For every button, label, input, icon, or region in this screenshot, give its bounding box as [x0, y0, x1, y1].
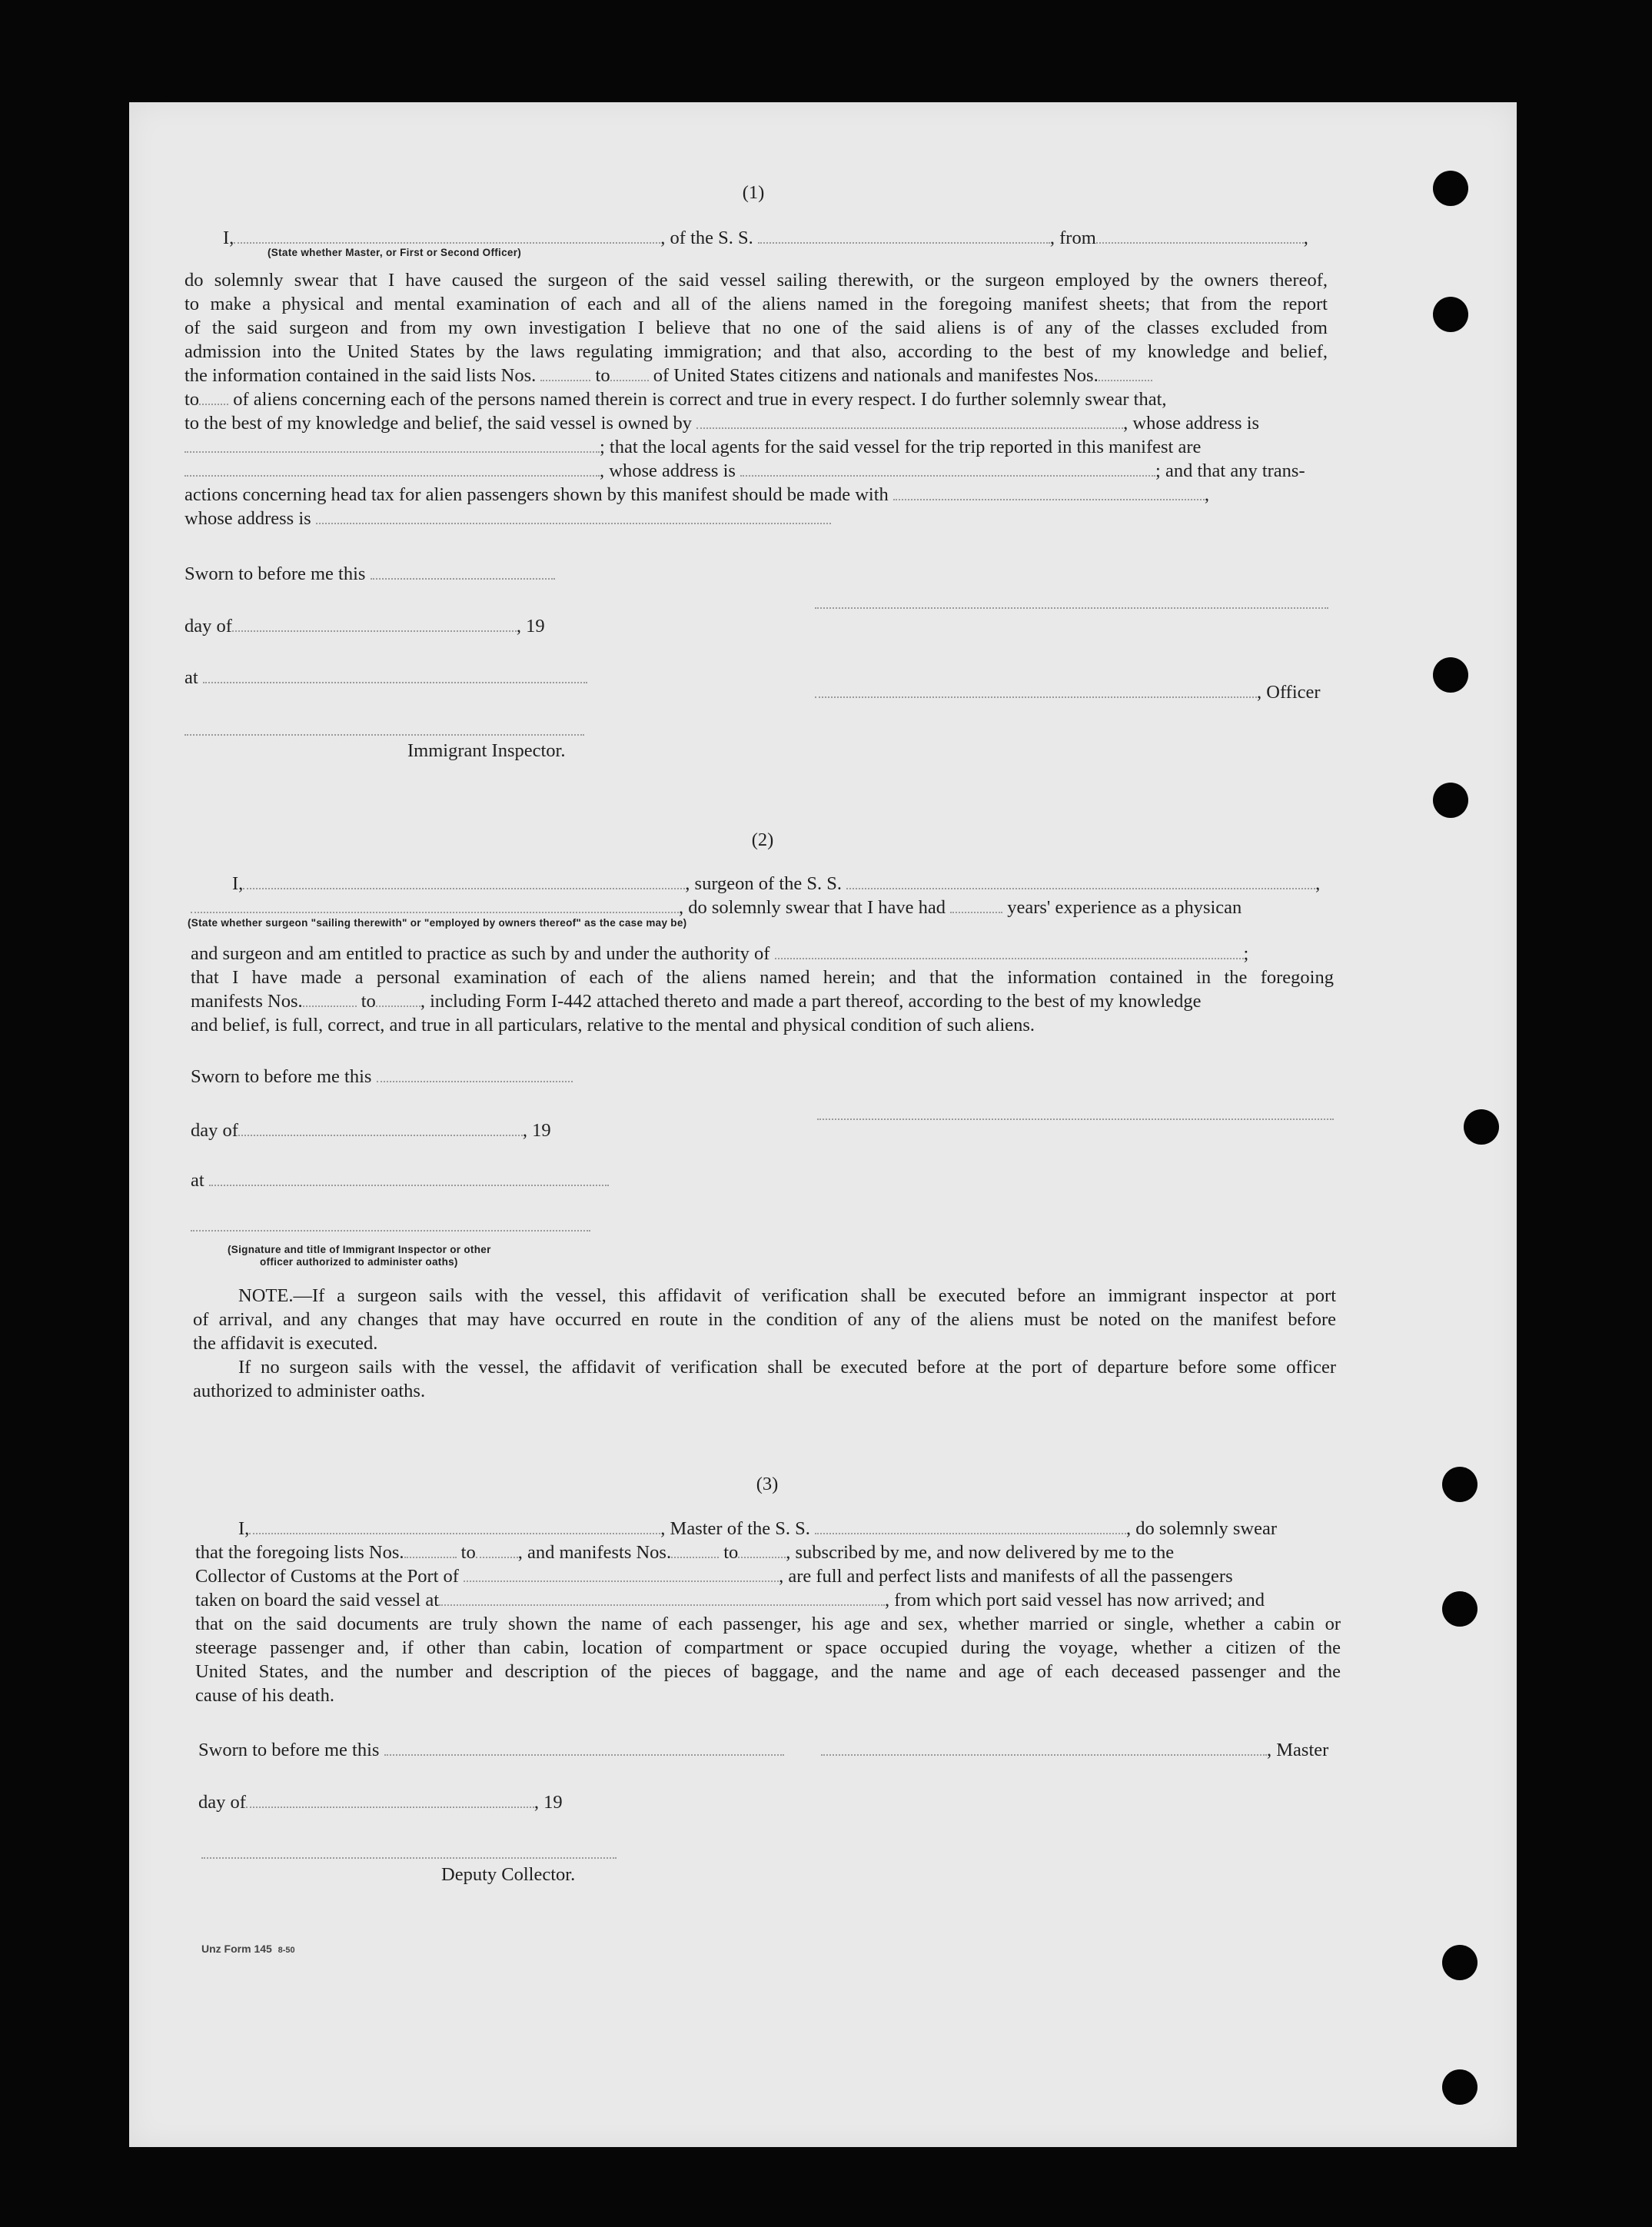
- punch-hole: [1442, 1591, 1477, 1627]
- s1-owned-line: to the best of my knowledge and belief, the said vessel is owned by , whose address is: [184, 413, 1260, 434]
- s2-line-6: and belief, is full, correct, and true in all particulars, relative to the mental and physical condition of such aliens.: [191, 1015, 1035, 1035]
- agents-field[interactable]: [184, 461, 600, 477]
- manifests-to-field[interactable]: [199, 390, 228, 405]
- years-field[interactable]: [950, 898, 1002, 913]
- s1-inspector: Immigrant Inspector.: [407, 740, 566, 761]
- punch-hole: [1433, 297, 1468, 332]
- s2-note2-line: If no surgeon sails with the vessel, the affidavit of verification shall be executed before at the port of departure before some officer: [238, 1357, 1336, 1378]
- s1-sworn-date-field[interactable]: [371, 564, 555, 580]
- s2-signature-line[interactable]: [817, 1118, 1334, 1120]
- punch-hole: [1464, 1109, 1499, 1145]
- s2-line-3: and surgeon and am entitled to practice as such by and under the authority of ;: [191, 943, 1249, 964]
- owner-address-field[interactable]: [184, 437, 600, 453]
- section-2-heading: (2): [751, 829, 774, 850]
- s2-line-2: , do solemnly swear that I have had years' experience as a physican: [191, 896, 1241, 919]
- s1-day-field[interactable]: [232, 617, 517, 632]
- punch-hole: [1433, 171, 1468, 206]
- punch-hole: [1442, 2069, 1477, 2105]
- s1-inspector-line[interactable]: [184, 734, 584, 736]
- s2-inspector-line[interactable]: [191, 1230, 590, 1231]
- s3-day-of: day of , 19: [198, 1792, 563, 1813]
- s1-officer: , Officer: [815, 681, 1321, 704]
- s3-para-line: United States, and the number and description of the pieces of baggage, and the name and age of each deceased passenger and the: [195, 1661, 1341, 1682]
- punch-hole: [1442, 1467, 1477, 1502]
- s3-line-1: I, , Master of the S. S. , do solemnly swear: [238, 1518, 1278, 1539]
- s1-line-1: I, , of the S. S. , from ,: [223, 228, 1308, 248]
- officer-note: (State whether Master, or First or Second Officer): [268, 247, 522, 258]
- s1-officer-sign-field[interactable]: [815, 683, 1257, 698]
- s3-ship-field[interactable]: [815, 1519, 1126, 1534]
- section-3-heading: (3): [756, 1474, 779, 1494]
- s1-para-line: do solemnly swear that I have caused the surgeon of the said vessel sailing therewith, or the surgeon employed by the owners thereof,: [184, 270, 1328, 291]
- officer-title-field[interactable]: [234, 228, 660, 244]
- s2-line-5: manifests Nos. to , including Form I-442 attached thereto and made a part thereof, according to the best of my knowledge: [191, 991, 1202, 1012]
- s1-para-line: to make a physical and mental examination of each and all of the aliens named in the foregoing manifest sheets; that from the report: [184, 294, 1328, 314]
- punch-hole: [1433, 783, 1468, 818]
- s2-sworn: Sworn to before me this: [191, 1065, 573, 1089]
- s2-manifests-from-field[interactable]: [303, 992, 357, 1007]
- s1-at: at: [184, 666, 587, 690]
- master-sign-field[interactable]: [821, 1740, 1267, 1756]
- s3-line-2: that the foregoing lists Nos. to , and manifests Nos. to , subscribed by me, and now delivered by me to the: [195, 1542, 1175, 1563]
- surgeon-name-field[interactable]: [243, 874, 685, 889]
- punch-hole: [1442, 1945, 1477, 1980]
- head-tax-party-field[interactable]: [893, 485, 1205, 500]
- s1-whose-line: , whose address is ; and that any trans-: [184, 460, 1305, 483]
- departure-port-field[interactable]: [1096, 228, 1304, 244]
- s3-deputy: Deputy Collector.: [441, 1864, 576, 1885]
- form-code: 8-50: [278, 1946, 295, 1955]
- s2-day-field[interactable]: [238, 1121, 523, 1136]
- customs-port-field[interactable]: [464, 1567, 779, 1582]
- surgeon-note: (State whether surgeon "sailing therewith" or "employed by owners thereof" as the case may be): [188, 917, 687, 929]
- s1-place-field[interactable]: [203, 668, 587, 683]
- s2-ship-field[interactable]: [846, 874, 1315, 889]
- owner-field[interactable]: [696, 414, 1123, 429]
- s2-place-field[interactable]: [209, 1171, 609, 1186]
- s2-signature-note-2: officer authorized to administer oaths): [260, 1256, 458, 1268]
- s1-sworn: Sworn to before me this: [184, 563, 555, 586]
- s2-day-of: day of , 19: [191, 1120, 551, 1141]
- s3-lists-from-field[interactable]: [404, 1543, 457, 1558]
- s1-agents-line: ; that the local agents for the said vessel for the trip reported in this manifest are: [184, 436, 1201, 459]
- s3-sworn: Sworn to before me this: [198, 1739, 784, 1762]
- s2-line-4: that I have made a personal examination of each of the aliens named herein; and that the information contained in the foregoing: [191, 967, 1334, 988]
- lists-from-field[interactable]: [540, 366, 590, 381]
- s3-para-last: cause of his death.: [195, 1685, 334, 1706]
- s2-sworn-date-field[interactable]: [377, 1067, 573, 1082]
- punch-hole: [1433, 657, 1468, 693]
- s1-actions-line: actions concerning head tax for alien passengers shown by this manifest should be made with ,: [184, 484, 1210, 505]
- s2-signature-note-1: (Signature and title of Immigrant Inspector or other: [228, 1244, 491, 1255]
- authority-field[interactable]: [775, 944, 1244, 959]
- s1-para-line: of the said surgeon and from my own investigation I believe that no one of the said aliens is of any of the classes excluded from: [184, 317, 1328, 338]
- s1-to-line: to of aliens concerning each of the persons named therein is correct and true in every respect. I do further solemnly swear that,: [184, 389, 1167, 410]
- s2-note-line: the affidavit is executed.: [193, 1333, 378, 1354]
- s1-day-of: day of , 19: [184, 616, 545, 637]
- s2-note-line: NOTE.—If a surgeon sails with the vessel, this affidavit of verification shall be executed before an immigrant inspector at port: [238, 1285, 1336, 1306]
- s3-line-3: Collector of Customs at the Port of , are full and perfect lists and manifests of all the passengers: [195, 1566, 1233, 1587]
- s2-at: at: [191, 1169, 609, 1192]
- s3-lists-to-field[interactable]: [476, 1543, 518, 1558]
- s1-signature-line[interactable]: [815, 607, 1328, 609]
- form-footer: [201, 1943, 295, 1955]
- s3-deputy-line[interactable]: [201, 1857, 617, 1859]
- ship-name-field[interactable]: [758, 228, 1050, 244]
- s1-para-line: admission into the United States by the laws regulating immigration; and that also, according to the best of my knowledge and belief,: [184, 341, 1328, 362]
- s3-line-4: taken on board the said vessel at , from which port said vessel has now arrived; and: [195, 1590, 1265, 1610]
- s1-whose2-line: whose address is: [184, 507, 831, 530]
- section-1-heading: (1): [742, 182, 765, 203]
- s3-sworn-date-field[interactable]: [384, 1740, 784, 1756]
- s3-day-field[interactable]: [246, 1793, 534, 1808]
- s3-master-sign: , Master: [821, 1739, 1328, 1762]
- embark-port-field[interactable]: [439, 1590, 885, 1606]
- s3-manifests-from-field[interactable]: [671, 1543, 719, 1558]
- s1-lists-line: the information contained in the said lists Nos. to of United States citizens and nationals and manifestes Nos.: [184, 364, 1152, 387]
- s2-note-line: of arrival, and any changes that may have occurred en route in the condition of any of the aliens must be noted on the manifest before: [193, 1309, 1336, 1330]
- s3-para-line: that on the said documents are truly shown the name of each passenger, his age and sex, whether married or single, whether a cabin or: [195, 1614, 1341, 1634]
- s2-manifests-to-field[interactable]: [376, 992, 420, 1007]
- s2-line-1: I, , surgeon of the S. S. ,: [232, 873, 1321, 894]
- s3-para-line: steerage passenger and, if other than cabin, location of compartment or space occupied during the voyage, whether a citizen of the: [195, 1637, 1341, 1658]
- form-number: Unz Form 145: [201, 1943, 272, 1955]
- manifests-from-field[interactable]: [1099, 366, 1152, 381]
- s2-note2-line: authorized to administer oaths.: [193, 1381, 426, 1401]
- lists-to-field[interactable]: [610, 366, 649, 381]
- s3-manifests-to-field[interactable]: [738, 1543, 786, 1558]
- surgeon-status-field[interactable]: [191, 898, 679, 913]
- master-name-field[interactable]: [249, 1519, 660, 1534]
- agents-address-field[interactable]: [740, 461, 1155, 477]
- head-tax-address-field[interactable]: [316, 509, 831, 524]
